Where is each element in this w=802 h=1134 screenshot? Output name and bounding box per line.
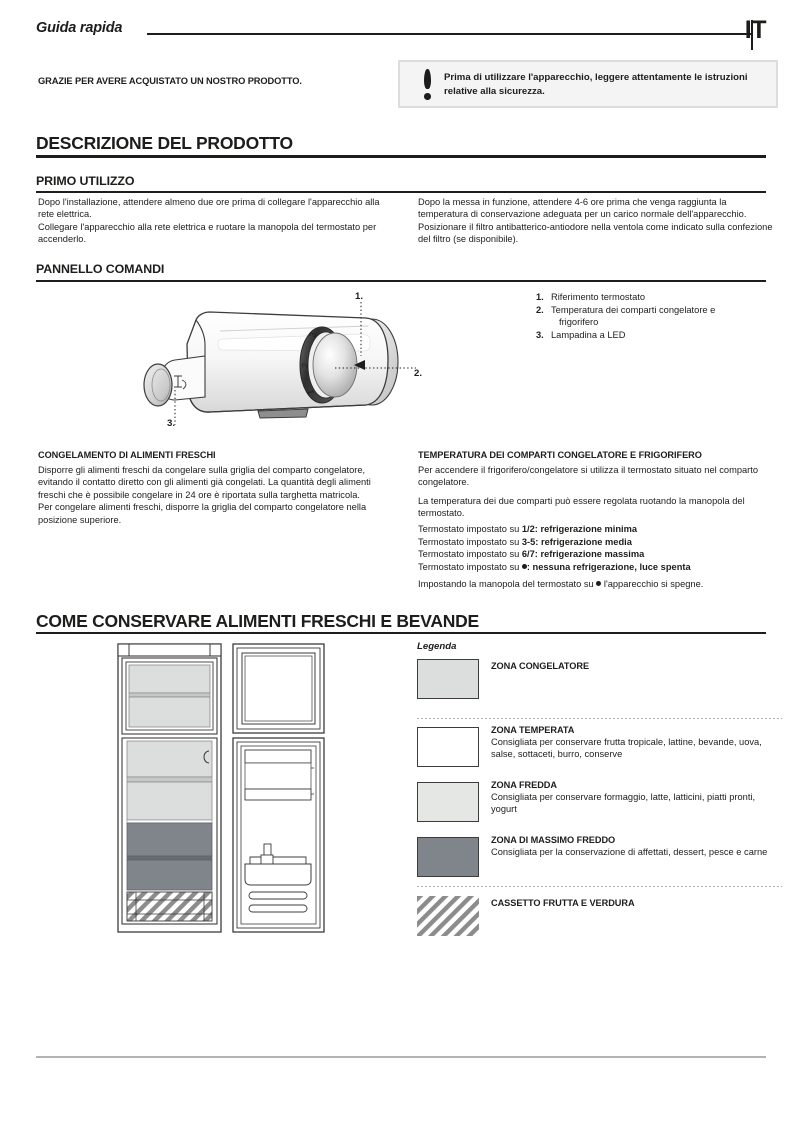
diagram-label-1: 1. [355,291,364,302]
list-item-number: 1. [536,292,544,302]
subsection-heading-control-panel: PANNELLO COMANDI [36,262,165,276]
list-item-label-continued: frigorifero [559,317,599,328]
subsection-heading-temperature: TEMPERATURA DEI COMPARTI CONGELATORE E FRIGORIFERO [418,450,702,460]
legend-text-cold-zone [491,780,781,816]
footer-divider [36,1056,766,1058]
thermostat-setting-prefix: Termostato impostato su [418,536,522,547]
page-title: Guida rapida [36,20,123,36]
safety-warning-box [398,60,778,108]
knob-scale-3: 3 [307,330,319,339]
legend-item-freezer-zone [417,659,782,703]
thermostat-setting-row [418,523,780,536]
first-use-left-p1: Dopo l'installazione, attendere almeno due ore prima di collegare l'apparecchio alla rete elettrica. [38,197,380,220]
legend-swatch-crisper-drawer [417,896,479,936]
thermostat-setting-prefix: Termostato impostato su [418,549,522,559]
subsection-heading-freezing: CONGELAMENTO DI ALIMENTI FRESCHI [38,450,216,460]
legend-text-freezer-zone [491,661,781,671]
freezing-p2: Per congelare alimenti freschi, disporre la griglia del comparto congelatore nella posizione superiore. [38,502,367,525]
first-use-left-p2: Collegare l'apparecchio alla rete elettrica e ruotare la manopola del termostato per accenderlo. [38,221,377,245]
fridge-drawing [112,642,327,934]
thermostat-settings-list [418,523,780,573]
control-panel-legend-list [536,291,776,342]
thermostat-setting-prefix: Termostato impostato su [418,524,522,534]
list-item-label: Temperatura dei comparti congelatore e [551,304,716,315]
section-heading-product-description: DESCRIZIONE DEL PRODOTTO [36,133,293,153]
divider-first-use [36,191,766,193]
exclamation-icon [420,69,434,103]
divider-control-panel [36,280,766,282]
legend-swatch-temperate-zone [417,727,479,767]
first-use-left-column [38,196,382,246]
list-item-number: 2. [536,304,544,315]
legend-text-crisper-drawer [491,898,781,908]
control-panel-drawing [130,290,430,435]
legend-label: ZONA FREDDA [491,780,557,790]
legend-item-temperate-zone [417,727,782,771]
section-heading-storage: COME CONSERVARE ALIMENTI FRESCHI E BEVANDE [36,611,479,631]
legend-label: ZONA TEMPERATA [491,725,575,735]
knob-scale-2: 2 [300,362,311,369]
list-item [536,329,776,341]
first-use-right-column [418,196,774,246]
freezing-p1: Disporre gli alimenti freschi da congelare sulla griglia del comparto congelatore, evitando il contatto diretto con gli alimenti già congelati. La quantità degli alimenti freschi che è possibile congelare in 24 ore è riportata sulla targhetta matricola. [38,465,371,500]
thermostat-setting-row [418,548,780,561]
thermostat-setting-value: 3-5: refrigerazione media [521,536,632,547]
thermostat-closing-note [418,578,780,590]
list-item-label: Lampadina a LED [551,330,626,341]
legend-swatch-coldest-zone [417,837,479,877]
legend-description: Consigliata per conservare formaggio, latte, latticini, piatti pronti, yogurt [491,792,756,815]
legend-swatch-freezer-zone [417,659,479,699]
thermostat-setting-row [418,561,780,574]
thermostat-closing-prefix: Impostando la manopola del termostato su [418,579,597,589]
legend-item-coldest-zone [417,837,782,881]
knob-scale-1: 1 [305,388,316,396]
control-panel-illustration [130,290,430,435]
freezing-body [38,464,386,526]
legend-title: Legenda [417,641,457,652]
legend-text-coldest-zone [491,835,781,858]
page-header [36,18,766,52]
legend-swatch-cold-zone [417,782,479,822]
list-item-label: Riferimento termostato [551,292,646,302]
legend-separator-2 [417,886,782,887]
temperature-p1: Per accendere il frigorifero/congelatore si utilizza il termostato situato nel comparto congelatore. [418,465,759,488]
legend-description: Consigliata per conservare frutta tropicale, lattine, bevande, uova, salse, sottaceti, burro, conserve [491,737,762,760]
first-use-right-p1: Dopo la messa in funzione, attendere 4-6 ore prima che venga raggiunta la temperatura di conservazione adeguata per un carico normale dell'apparecchio. Posizionare il filtro antibatterico-antiodore nella ventola come indicato sulla confezione del filtro (se disponibile). [418,197,773,245]
fridge-zones-illustration [112,642,327,934]
thermostat-closing-suffix: l'apparecchio si spegne. [601,579,704,589]
legend-description: Consigliata per la conservazione di affettati, dessert, pesce e carne [491,847,768,857]
thermostat-setting-row [418,536,780,549]
thanks-message: GRAZIE PER AVERE ACQUISTATO UN NOSTRO PRODOTTO. [38,76,302,86]
list-item-number: 3. [536,330,544,341]
list-item [536,304,776,329]
list-item [536,291,776,303]
divider-product-description [36,155,766,158]
legend-text-temperate-zone [491,725,781,761]
legend-label: ZONA DI MASSIMO FREDDO [491,835,616,845]
thermostat-setting-value: 6/7: refrigerazione massima [521,549,645,559]
thermostat-setting-prefix: Termostato impostato su [418,561,522,572]
legend-item-crisper-drawer [417,896,782,940]
legend-label: ZONA CONGELATORE [491,661,590,671]
legend-item-cold-zone [417,782,782,826]
thermostat-setting-value: : nessuna refrigerazione, luce spenta [526,561,691,572]
safety-warning-text: Prima di utilizzare l'apparecchio, leggere attentamente le istruzioni relative alla sicurezza. [444,72,748,97]
legend-separator-1 [417,718,782,719]
subsection-heading-first-use: PRIMO UTILIZZO [36,174,135,188]
thermostat-setting-value: 1/2: refrigerazione minima [521,524,638,534]
temperature-p2: La temperatura dei due comparti può essere regolata ruotando la manopola del termostato. [418,495,745,519]
diagram-label-3: 3. [167,418,176,429]
divider-storage [36,632,766,634]
temperature-body [418,464,776,520]
header-rule [147,33,752,35]
language-indicator: IT [744,16,766,44]
diagram-label-2: 2. [414,368,423,379]
hatch-pattern-icon [417,896,479,936]
legend-label: CASSETTO FRUTTA E VERDURA [491,898,635,908]
